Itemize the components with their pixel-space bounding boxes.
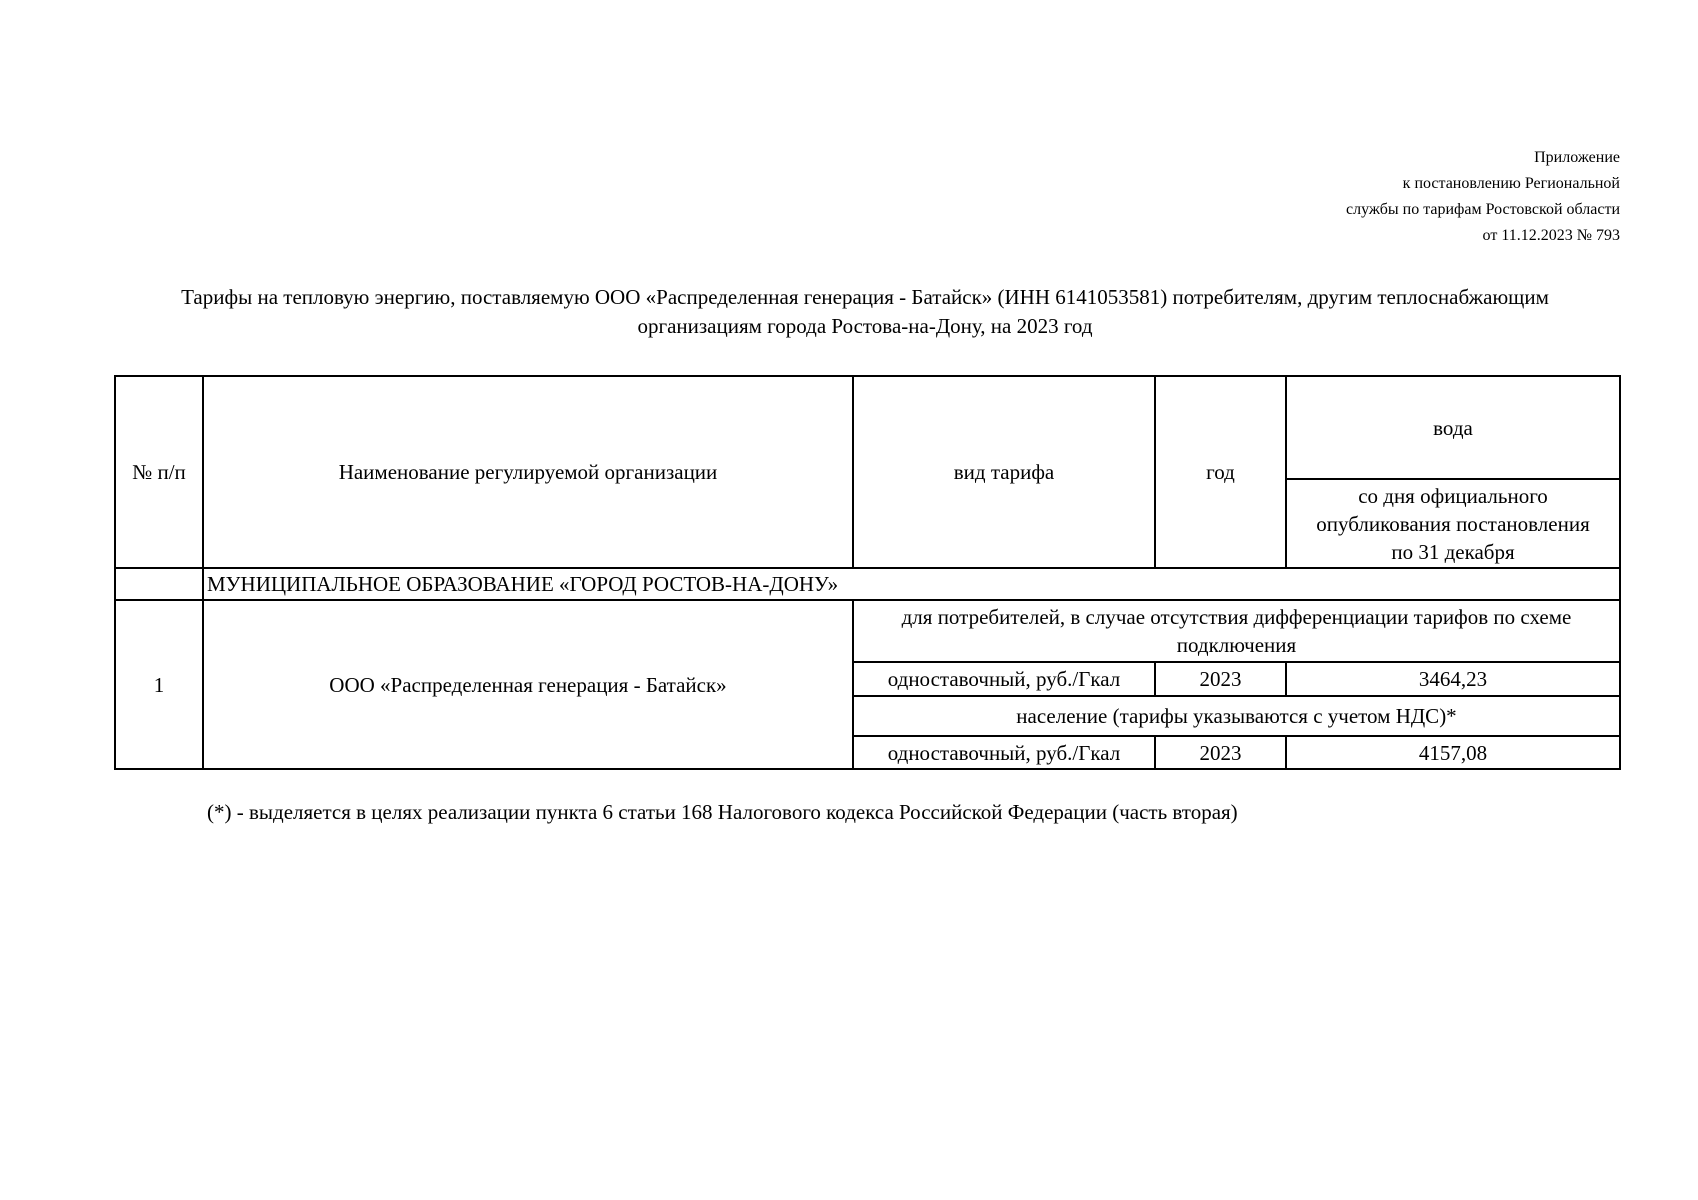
title-line-2: организациям города Ростова-на-Дону, на 2023 год	[637, 314, 1093, 338]
row-number: 1	[115, 600, 203, 769]
municipality-row: МУНИЦИПАЛЬНОЕ ОБРАЗОВАНИЕ «ГОРОД РОСТОВ-НА-ДОНУ»	[203, 568, 1620, 600]
footnote: (*) - выделяется в целях реализации пункта 6 статьи 168 Налогового кодекса Российской Федерации (часть вторая)	[207, 800, 1238, 824]
header-water: вода	[1286, 376, 1620, 479]
header-year: год	[1155, 376, 1286, 568]
header-tariff-type: вид тарифа	[853, 376, 1155, 568]
title-line-1: Тарифы на тепловую энергию, поставляемую ООО «Распределенная генерация - Батайск» (ИНН 6141053581) потребителям, другим теплоснабжающим	[181, 285, 1549, 309]
row-organization: ООО «Распределенная генерация - Батайск»	[203, 600, 853, 769]
header-number: № п/п	[115, 376, 203, 568]
municipality-number-cell	[115, 568, 203, 600]
header-period-line-1: со дня официального	[1358, 483, 1548, 508]
population-tariff-type: одноставочный, руб./Гкал	[853, 736, 1155, 769]
appendix-line-2: к постановлению Региональной	[1402, 175, 1620, 192]
section-consumers-line-1: для потребителей, в случае отсутствия дифференциации тарифов по схеме	[901, 605, 1572, 629]
section-consumers-line-2: подключения	[1176, 633, 1297, 657]
header-period-line-2: опубликования постановления	[1316, 511, 1590, 536]
header-period-line-3: по 31 декабря	[1391, 539, 1515, 564]
header-organization: Наименование регулируемой организации	[203, 376, 853, 568]
consumers-tariff-type: одноставочный, руб./Гкал	[853, 662, 1155, 696]
document-title	[100, 283, 1630, 341]
population-value: 4157,08	[1286, 736, 1620, 769]
header-period	[1286, 479, 1620, 568]
appendix-block	[1346, 145, 1620, 249]
section-population: население (тарифы указываются с учетом НДС)*	[853, 696, 1620, 736]
population-year: 2023	[1155, 736, 1286, 769]
appendix-line-1: Приложение	[1534, 149, 1620, 166]
appendix-line-3: службы по тарифам Ростовской области	[1346, 201, 1620, 218]
section-consumers	[853, 600, 1620, 662]
appendix-line-4: от 11.12.2023 № 793	[1482, 227, 1620, 244]
consumers-value: 3464,23	[1286, 662, 1620, 696]
tariff-table	[114, 375, 1621, 770]
consumers-year: 2023	[1155, 662, 1286, 696]
